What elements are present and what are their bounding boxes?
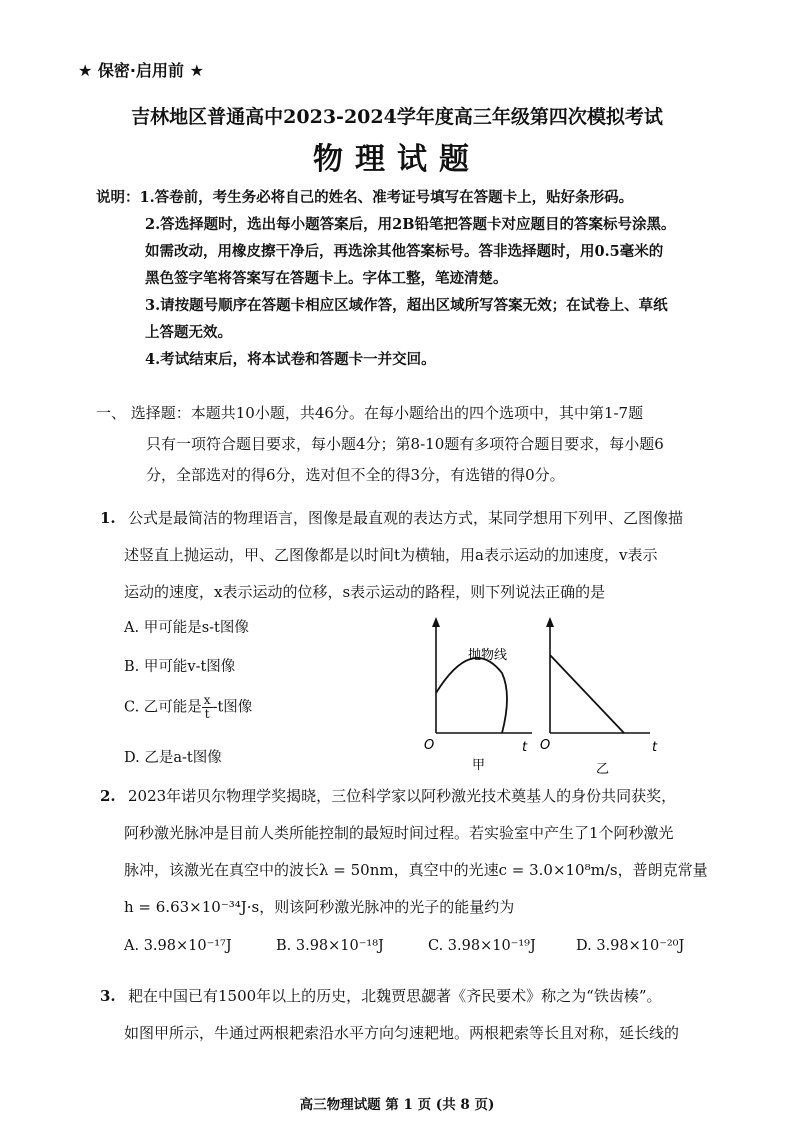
section-line: 分，全部选对的得6分，选对但不全的得3分，有选错的得0分。 <box>146 466 565 484</box>
graph-yi <box>540 617 658 777</box>
question-1-graphs <box>420 615 670 780</box>
option-c-suffix: -t图像 <box>212 699 253 716</box>
instruction-line: 黑色签字笔将答案写在答题卡上。字体工整，笔迹清楚。 <box>145 270 508 287</box>
graph-caption: 甲 <box>472 758 486 773</box>
question-text: 如图甲所示，牛通过两根耙索沿水平方向匀速耙地。两根耙索等长且对称，延长线的 <box>124 1024 680 1042</box>
instruction-line: 如需改动，用橡皮擦干净后，再选涂其他答案标号。答非选择题时，用0.5毫米的 <box>145 243 664 260</box>
option-b: B. 3.98×10⁻¹⁸J <box>276 938 384 954</box>
curve-label: 抛物线 <box>468 648 508 663</box>
confidential-mark: ★ 保密·启用前 ★ <box>78 61 204 80</box>
y-axis-arrow <box>432 617 440 627</box>
fraction-numerator: x <box>203 693 211 707</box>
question-number: 1. <box>100 509 116 527</box>
straight-line <box>550 655 624 733</box>
question-text: h = 6.63×10⁻³⁴J·s，则该阿秒激光脉冲的光子的能量约为 <box>124 898 515 916</box>
fraction-denominator: t <box>204 707 210 721</box>
section-line: 只有一项符合题目要求，每小题4分；第8-10题有多项符合题目要求，每小题6 <box>146 435 664 453</box>
question-text: 阿秒激光脉冲是目前人类所能控制的最短时间过程。若实验室中产生了1个阿秒激光 <box>124 824 674 842</box>
instruction-line: 说明：1.答卷前，考生务必将自己的姓名、准考证号填写在答题卡上，贴好条形码。 <box>96 189 634 206</box>
option-a: A. 3.98×10⁻¹⁷J <box>124 938 232 954</box>
instructions <box>96 184 736 373</box>
section-one-heading <box>96 398 664 491</box>
instruction-line: 4.考试结束后，将本试卷和答题卡一并交回。 <box>145 351 436 368</box>
y-axis-arrow <box>546 617 554 627</box>
origin-label: O <box>540 738 551 753</box>
option-c <box>124 694 252 721</box>
question-number: 3. <box>100 987 116 1005</box>
question-2 <box>100 778 708 926</box>
parabola-curve <box>436 658 507 733</box>
option-b: B. 甲可能v-t图像 <box>124 659 236 675</box>
question-3 <box>100 978 679 1052</box>
question-number: 2. <box>100 787 116 805</box>
exam-title: 吉林地区普通高中2023-2024学年度高三年级第四次模拟考试 <box>131 106 663 128</box>
axis-label: t <box>522 740 528 755</box>
option-c-prefix: C. 乙可能是 <box>124 699 202 716</box>
axis-label: t <box>652 740 658 755</box>
subject-title: 物理试题 <box>313 142 481 177</box>
instruction-line: 3.请按题号顺序在答题卡相应区域作答，超出区域所写答案无效；在试卷上、草纸 <box>145 297 668 314</box>
question-text: 耙在中国已有1500年以上的历史，北魏贾思勰著《齐民要术》称之为“铁齿楱”。 <box>128 987 662 1005</box>
question-1 <box>100 500 683 611</box>
question-text: 2023年诺贝尔物理学奖揭晓，三位科学家以阿秒激光技术奠基人的身份共同获奖， <box>128 787 677 805</box>
page-footer: 高三物理试题 第 1 页 (共 8 页) <box>299 1097 495 1113</box>
question-text: 述竖直上抛运动，甲、乙图像都是以时间t为横轴，用a表示运动的加速度，v表示 <box>124 546 658 564</box>
question-text: 脉冲，该激光在真空中的波长λ = 50nm，真空中的光速c = 3.0×10⁸m/s，普朗克常量 <box>124 861 708 879</box>
option-a: A. 甲可能是s-t图像 <box>124 620 249 636</box>
graph-caption: 乙 <box>596 762 610 777</box>
origin-label: O <box>424 738 435 753</box>
option-d: D. 3.98×10⁻²⁰J <box>576 938 685 954</box>
section-line: 一、 选择题：本题共10小题，共46分。在每小题给出的四个选项中，其中第1-7题 <box>96 404 644 422</box>
instruction-line: 上答题无效。 <box>145 324 232 341</box>
fraction <box>202 694 213 721</box>
instruction-line: 2.答选择题时，选出每小题答案后，用2B铅笔把答题卡对应题目的答案标号涂黑。 <box>145 216 676 233</box>
option-c: C. 3.98×10⁻¹⁹J <box>428 938 536 954</box>
question-text: 公式是最简洁的物理语言，图像是最直观的表达方式，某同学想用下列甲、乙图像描 <box>128 509 684 527</box>
option-d: D. 乙是a-t图像 <box>124 750 222 766</box>
graph-jia <box>424 617 532 773</box>
question-text: 运动的速度，x表示运动的位移，s表示运动的路程，则下列说法正确的是 <box>124 583 606 601</box>
